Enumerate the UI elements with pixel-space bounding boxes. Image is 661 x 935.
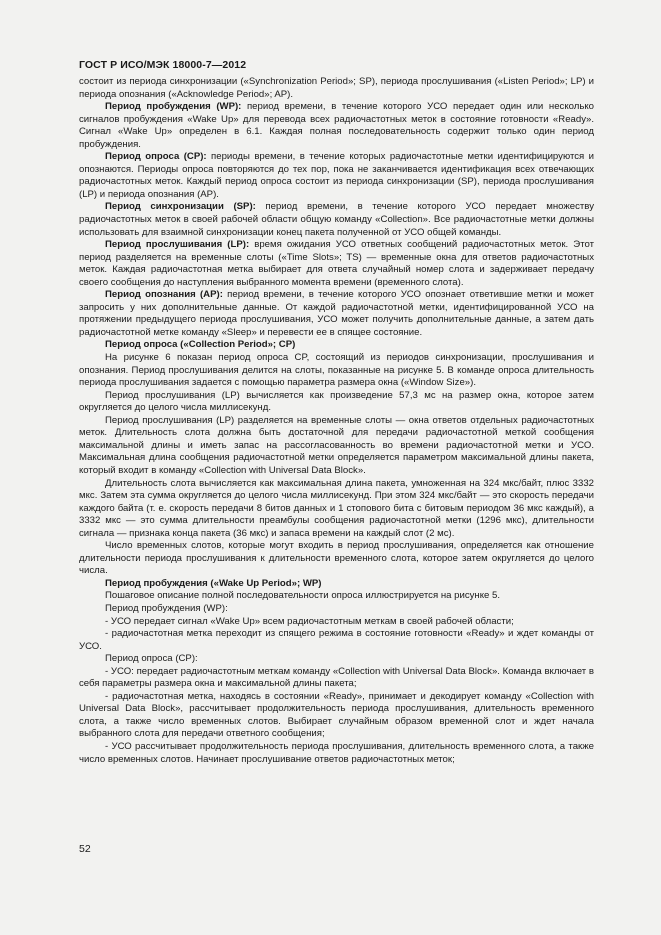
term-heading: Период опознания (AP): bbox=[105, 289, 223, 301]
document-body bbox=[79, 76, 594, 766]
paragraph: Пошаговое описание полной последовательности опроса иллюстрируется на рисунке 5. bbox=[105, 590, 501, 602]
paragraph: Период прослушивания (LP) вычисляется как произведение 57,3 мс на размер окна, которое затем округляется до целого числа миллисекунд. bbox=[79, 389, 594, 414]
paragraph: Число временных слотов, которые могут входить в период прослушивания, определяется как отношение длительности периода прослушивания к длительности временного слота, которое затем округляется до целого числа. bbox=[79, 540, 594, 577]
list-item: - радиочастотная метка, находясь в состоянии «Ready», принимает и декодирует команду «Collection with Universal Data Block», рассчитывает продолжительность периода прослушивания, длительность временного слота, а также число временных слотов. Выбирает случайным образом временной слот и ждет начала выбранного слота для передачи ответного сообщения; bbox=[79, 690, 594, 740]
paragraph: Период синхронизации (SP): период времени, в течение которого УСО передает множеству радиочастотных меток в своей рабочей области общую команду «Collection». Все радиочастотные метки должны использовать для взаимной синхронизации конец пакета полученной от УСО общей команды. bbox=[79, 201, 594, 238]
term-heading: Период пробуждения (WP): bbox=[105, 101, 242, 113]
standard-header: ГОСТ Р ИСО/МЭК 18000-7—2012 bbox=[79, 59, 247, 71]
section-heading: Период пробуждения («Wake Up Period»; WP) bbox=[105, 577, 322, 589]
list-item: - УСО рассчитывает продолжительность периода прослушивания, длительность временного слота, а также число временных слотов. Начинает прослушивание ответов радиочастотных меток; bbox=[79, 740, 594, 765]
list-item: - УСО: передает радиочастотным меткам команду «Collection with Universal Data Block». Команда включает в себя параметры размера окна и максимальной длины пакета; bbox=[79, 665, 594, 690]
paragraph: Период пробуждения (WP): период времени, в течение которого УСО передает один или несколько сигналов пробуждения «Wake Up» для перевода всех радиочастотных меток в состояние готовности «Ready». Сигнал «Wake Up» определен в 6.1. Каждая полная последовательность содержит только один период пробуждения. bbox=[79, 101, 594, 150]
paragraph: Длительность слота вычисляется как максимальная длина пакета, умноженная на 324 мкс/байт, плюс 3332 мкс. Затем эта сумма округляется до целого числа миллисекунд. При этом 324 мкс/байт — это скорость передачи каждого байта (т. е. скорость передачи 8 битов данных и 1 стопового бита с битовым периодом 36 мкс каждый), а 3332 мкс — это сумма длительности преамбулы сообщения радиочастотной метки (1296 мкс), длительности сигнала — признака конца пакета (36 мкс) и запаса времени на каждый слот (2 мс). bbox=[79, 477, 594, 539]
paragraph: Период опознания (AP): период времени, в течение которого УСО опознает ответившие метки и может запросить у них дополнительные данные. От каждой радиочастотной метки, идентифицированной УСО на протяжении предыдущего периода прослушивания, УСО может получить дополнительные данные, а затем дать радиочастотной метке команду «Sleep» и перевести ее в спящее состояние. bbox=[79, 289, 594, 338]
term-heading: Период прослушивания (LP): bbox=[105, 239, 250, 251]
paragraph: Период прослушивания (LP): время ожидания УСО ответных сообщений радиочастотных меток. Этот период разделяется на временные слоты («Time Slots»; TS) — временные окна для ответов радиочастотных меток. Каждая радиочастотная метка выбирает для ответа случайный номер слота и задерживает передачу своего сообщения до наступления выбранного момента времени (временного слота). bbox=[79, 239, 594, 288]
paragraph: На рисунке 6 показан период опроса CP, состоящий из периодов синхронизации, прослушивания и опознания. Период прослушивания делится на слоты, показанные на рисунке 5. В команде опроса длительность периода прослушивания задается с помощью параметра размера окна («Window Size»). bbox=[79, 352, 594, 389]
paragraph: Период опроса (CP): периоды времени, в течение которых радиочастотные метки идентифицируются и опознаются. Периоды опроса повторяются до тех пор, пока не заканчивается идентификация всех отвечающих радиочастотных меток. Каждый период опроса состоит из периода синхронизации (SP), периода прослушивания (LP) и периода опознания (AP). bbox=[79, 151, 595, 200]
page-number: 52 bbox=[79, 843, 91, 855]
paragraph: Период пробуждения (WP): bbox=[105, 602, 228, 614]
section-heading: Период опроса («Collection Period»; CP) bbox=[105, 339, 296, 351]
list-item: - радиочастотная метка переходит из спящего режима в состояние готовности «Ready» и ждет команды от УСО. bbox=[79, 628, 594, 652]
list-item: - УСО передает сигнал «Wake Up» всем радиочастотным меткам в своей рабочей области; bbox=[105, 615, 514, 627]
paragraph: состоит из периода синхронизации («Synchronization Period»; SP), периода прослушивания («Listen Period»; LP) и периода опознания («Acknowledge Period»; AP). bbox=[79, 76, 594, 100]
paragraph: Период опроса (CP): bbox=[105, 653, 198, 665]
paragraph: Период прослушивания (LP) разделяется на временные слоты — окна ответов отдельных радиочастотных меток. Длительность слота должна быть достаточной для передачи радиочастотной меткой сообщения максимальной длины и иметь запас на рассогласованность во времени радиочастотной метки и УСО. Максимальная длина сообщения радиочастотной метки определяется параметром максимальной длины пакета, который входит в команду «Collection with Universal Data Block». bbox=[79, 414, 594, 476]
term-heading: Период синхронизации (SP): bbox=[105, 201, 256, 213]
term-heading: Период опроса (CP): bbox=[105, 151, 207, 163]
